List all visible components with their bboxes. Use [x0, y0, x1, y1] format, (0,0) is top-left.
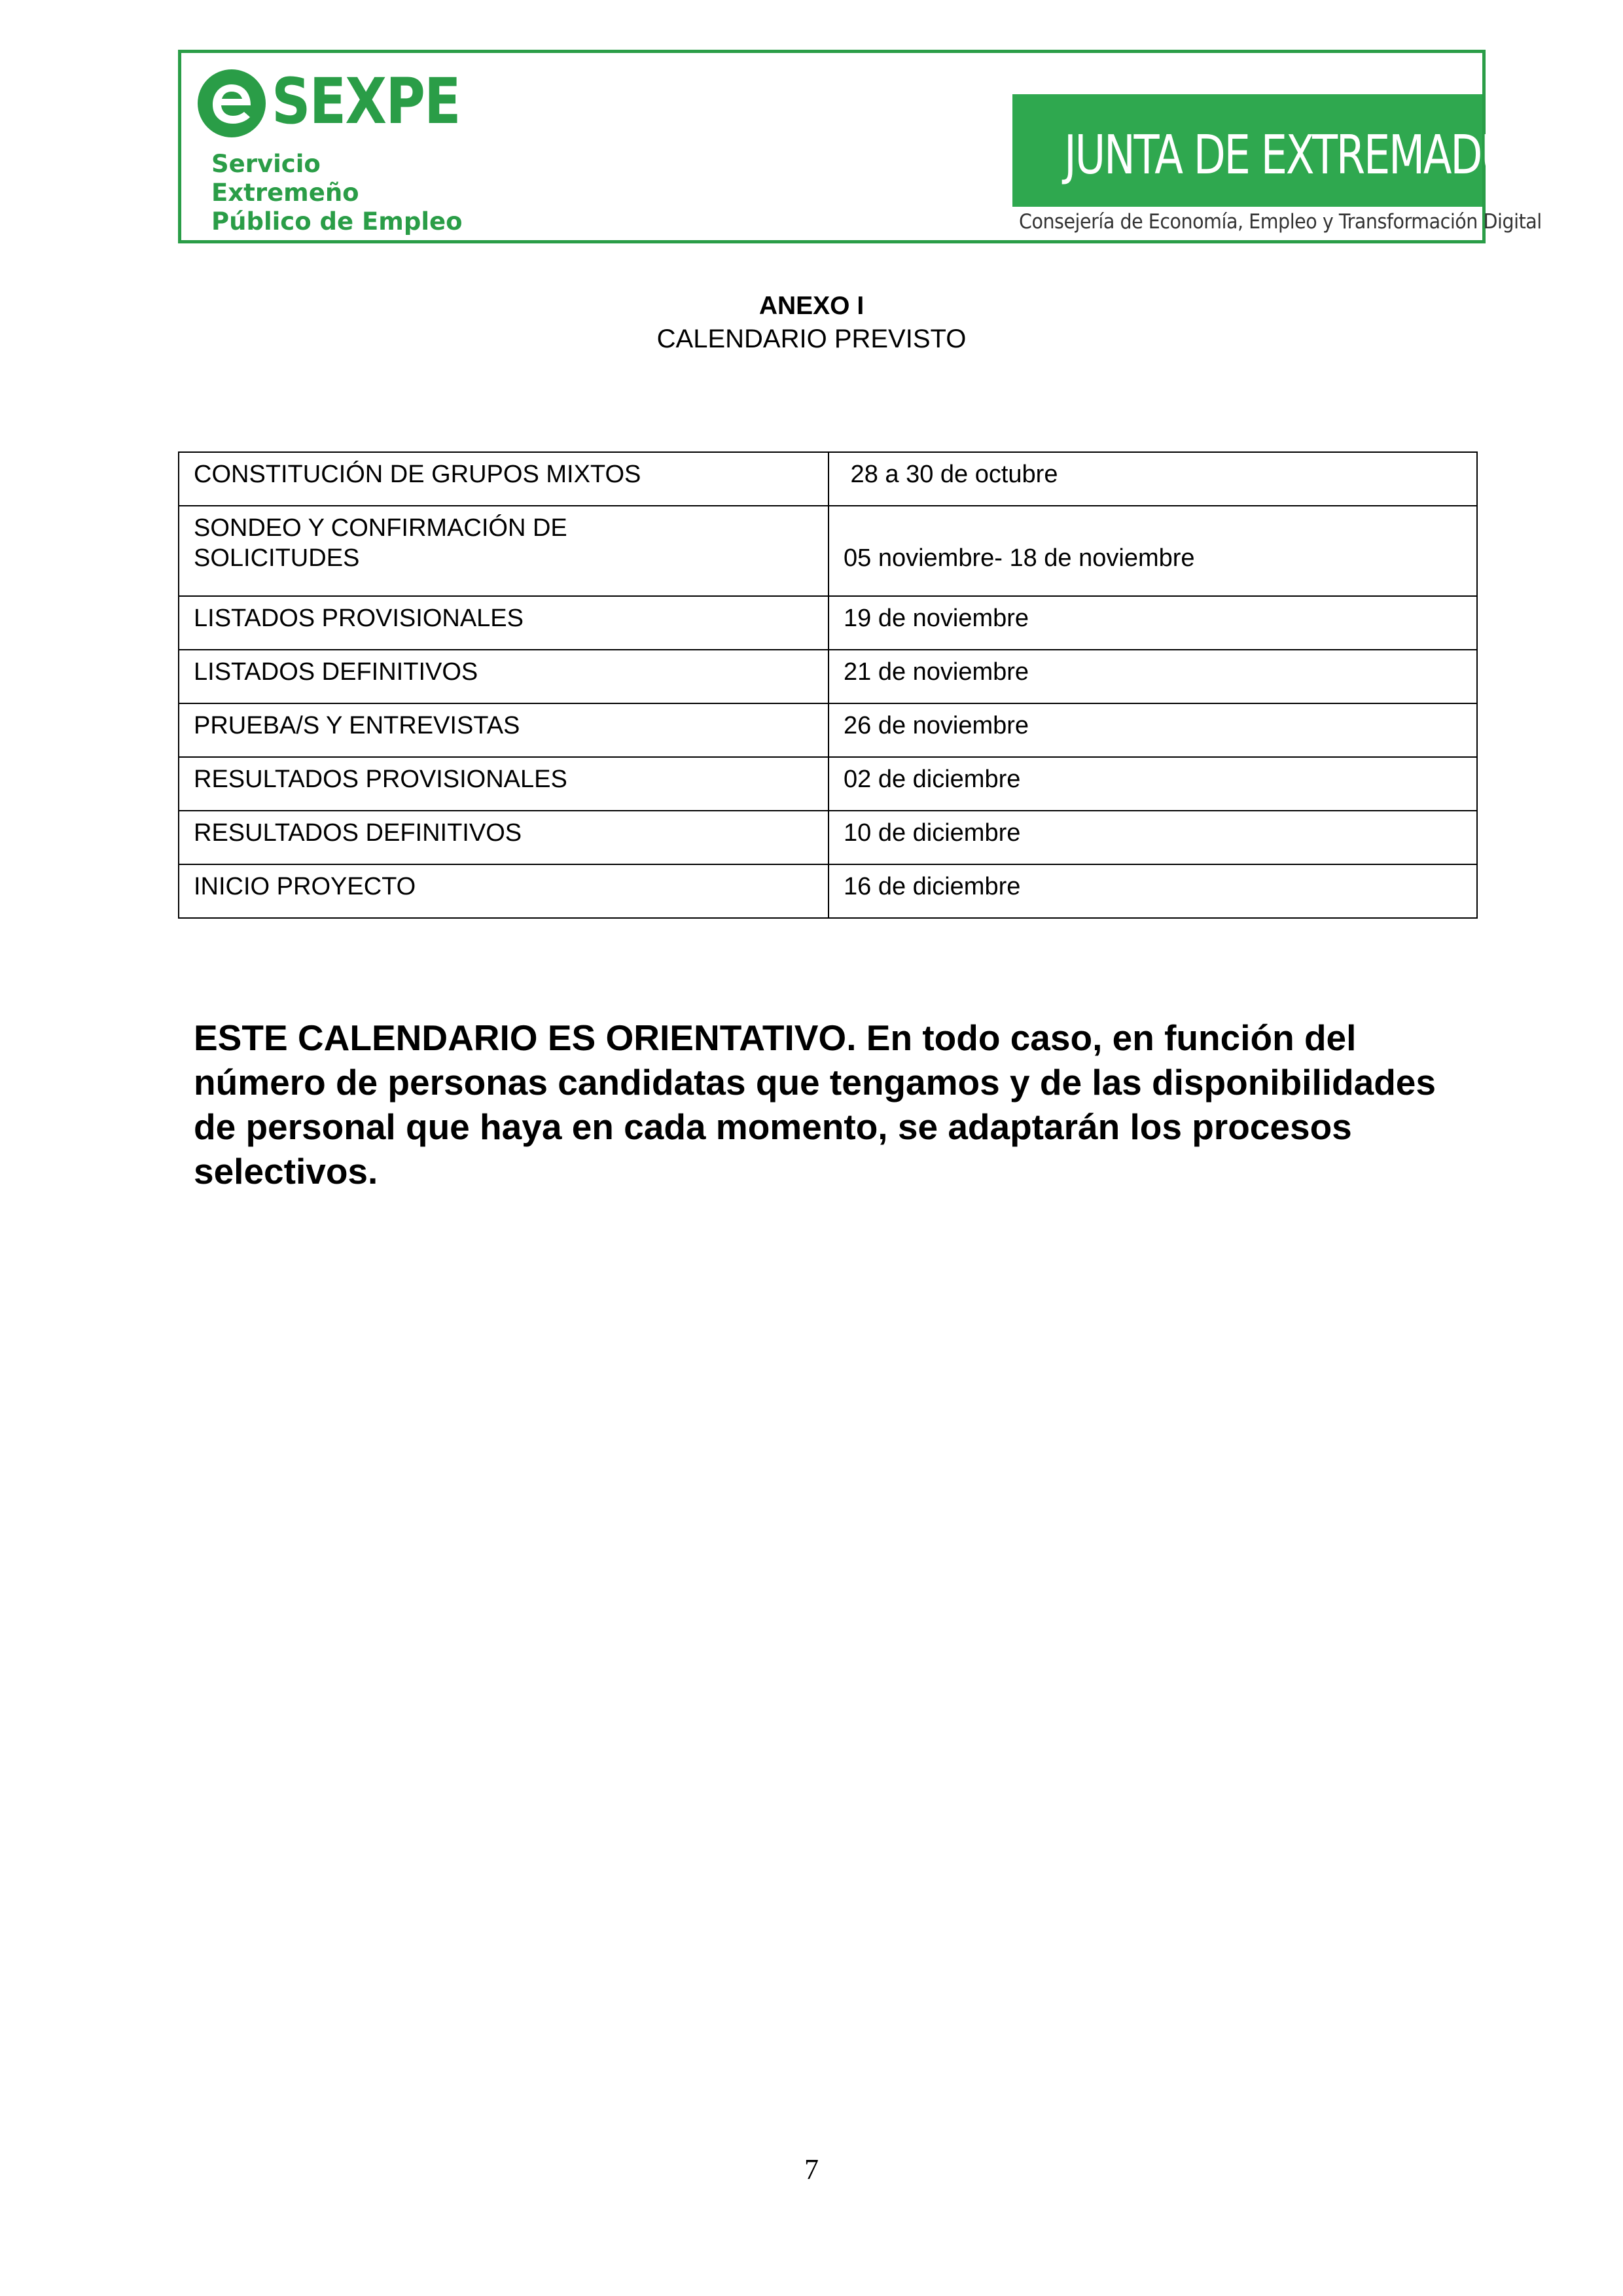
sexpe-name: SEXPE	[272, 65, 460, 138]
document-title: ANEXO I	[758, 292, 865, 320]
row-date: 21 de noviembre	[829, 650, 1477, 703]
table-row	[179, 452, 1477, 506]
calendar-table	[178, 451, 1478, 919]
document-subtitle: CALENDARIO PREVISTO	[656, 325, 967, 353]
row-label: SONDEO Y CONFIRMACIÓN DE SOLICITUDES	[179, 506, 829, 596]
table-row	[179, 506, 1477, 596]
junta-subtitle: Consejería de Economía, Empleo y Transformación Digital	[1019, 210, 1542, 234]
row-label: CONSTITUCIÓN DE GRUPOS MIXTOS	[179, 452, 829, 506]
sexpe-subtitle-line2: Público de Empleo	[211, 207, 463, 236]
letterhead	[178, 50, 1563, 243]
row-date: 19 de noviembre	[829, 596, 1477, 650]
sexpe-subtitle	[211, 150, 471, 236]
row-date: 16 de diciembre	[829, 864, 1477, 918]
row-date: 28 a 30 de octubre	[829, 452, 1477, 506]
row-label: LISTADOS DEFINITIVOS	[179, 650, 829, 703]
row-label: RESULTADOS PROVISIONALES	[179, 757, 829, 811]
row-label: RESULTADOS DEFINITIVOS	[179, 811, 829, 864]
orientative-note: ESTE CALENDARIO ES ORIENTATIVO. En todo caso, en función del número de personas candidatas que tengamos y de las disponibilidades de personal que haya en cada momento, se adaptarán los procesos selectivos.	[194, 1017, 1436, 1192]
sexpe-logo	[196, 65, 471, 236]
junta-title: JUNTA DE EXTREMADURA	[1063, 124, 1563, 186]
junta-logo	[1012, 94, 1563, 207]
sexpe-subtitle-line1: Servicio Extremeño	[211, 150, 359, 207]
table-row	[179, 596, 1477, 650]
table-row	[179, 811, 1477, 864]
table-row	[179, 703, 1477, 757]
row-label: PRUEBA/S Y ENTREVISTAS	[179, 703, 829, 757]
row-date: 10 de diciembre	[829, 811, 1477, 864]
table-row	[179, 757, 1477, 811]
row-date: 26 de noviembre	[829, 703, 1477, 757]
row-date: 02 de diciembre	[829, 757, 1477, 811]
page-number: 7	[804, 2153, 819, 2185]
sexpe-e-icon	[196, 67, 268, 139]
table-row	[179, 650, 1477, 703]
row-label: LISTADOS PROVISIONALES	[179, 596, 829, 650]
row-label: INICIO PROYECTO	[179, 864, 829, 918]
row-date: 05 noviembre- 18 de noviembre	[829, 506, 1477, 596]
table-row	[179, 864, 1477, 918]
